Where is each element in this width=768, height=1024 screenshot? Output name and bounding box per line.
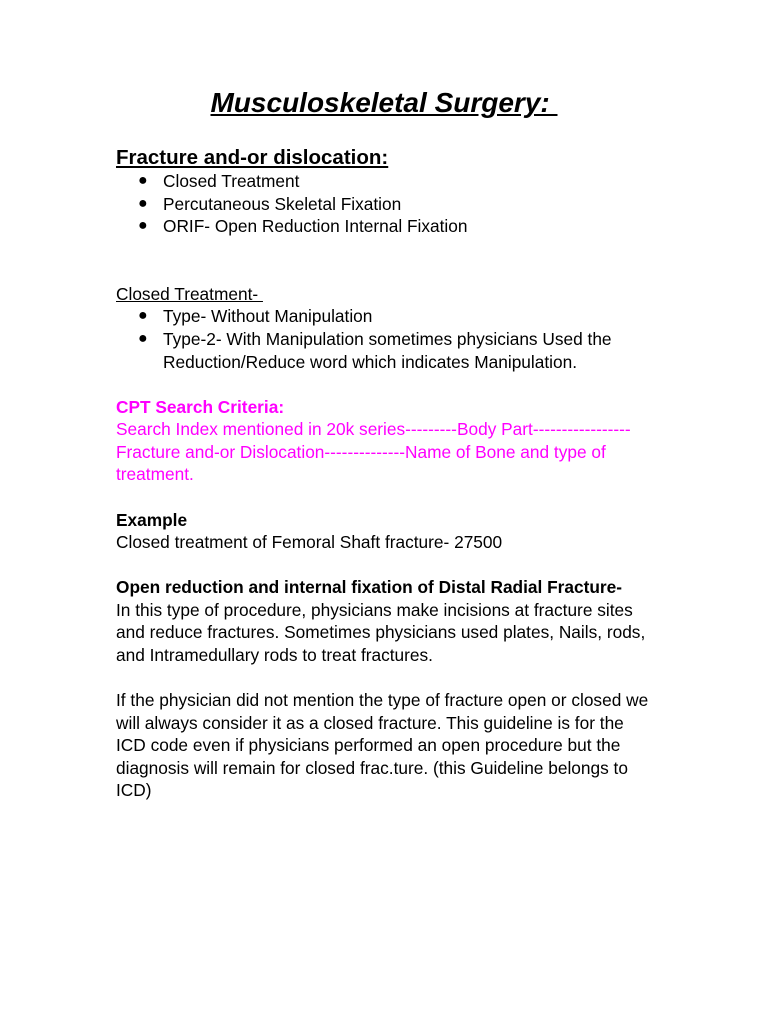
list-item-text: Type-2- With Manipulation sometimes physicians Used the Reduction/Reduce word which indicates Manipulation. [163, 328, 612, 372]
list-item-text: Type- Without Manipulation [163, 306, 373, 327]
fracture-section-heading: Fracture and-or dislocation: [116, 146, 389, 169]
list-item [116, 193, 652, 216]
bullet-icon: ● [138, 194, 148, 212]
list-item [116, 170, 652, 193]
list-item-text: Percutaneous Skeletal Fixation [163, 193, 402, 214]
list-item [116, 215, 652, 238]
list-item-text: ORIF- Open Reduction Internal Fixation [163, 216, 468, 237]
spacer [116, 554, 652, 577]
list-item [116, 305, 652, 328]
list-item [116, 328, 652, 373]
orif-heading: Open reduction and internal fixation of Distal Radial Fracture- [116, 577, 623, 598]
bullet-icon: ● [138, 172, 148, 189]
page-title: Musculoskeletal Surgery: [210, 87, 558, 118]
list-item-text: Closed Treatment [163, 171, 300, 191]
example-heading: Example [116, 509, 188, 530]
guideline-body: If the physician did not mention the type of fracture open or closed we will always consider it as a closed fracture. This guideline is for the ICD code even if physicians performed an open procedure but the diagnosis will remain for closed frac.ture. (this Guideline belongs to ICD) [116, 690, 649, 801]
orif-body: In this type of procedure, physicians make incisions at fracture sites and reduce fractures. Sometimes physicians used plates, Nails, rods, and Intramedullary rods to treat fractures. [116, 599, 646, 665]
cpt-heading: CPT Search Criteria: [116, 396, 285, 417]
example-text: Closed treatment of Femoral Shaft fracture- 27500 [116, 532, 503, 553]
spacer [116, 373, 652, 396]
bullet-icon: ● [138, 329, 148, 347]
bullet-icon: ● [138, 217, 148, 235]
spacer [116, 486, 652, 509]
closed-treatment-heading [116, 283, 652, 306]
closed-treatment-heading-text: Closed Treatment- [116, 283, 263, 304]
cpt-body: Search Index mentioned in 20k series---------Body Part-----------------Fracture and-or Dislocation--------------Name of Bone and type of treatment. [116, 419, 631, 485]
closed-treatment-list [116, 305, 652, 373]
spacer [116, 238, 652, 283]
bullet-icon: ● [138, 307, 148, 325]
spacer [116, 667, 652, 690]
fracture-list [116, 170, 652, 238]
